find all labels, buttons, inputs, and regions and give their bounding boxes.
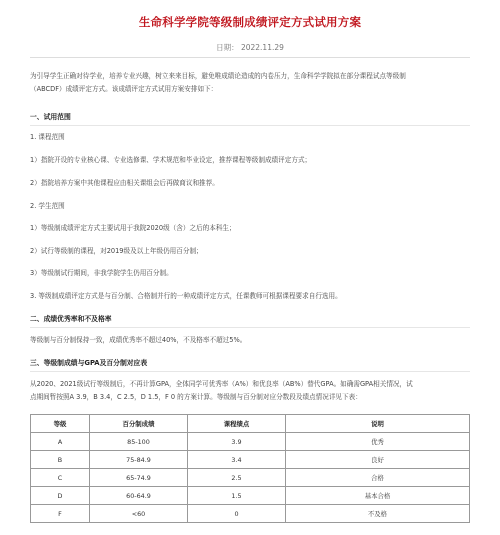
- student-scope-item-2: 2）试行等级制的课程，对2019级及以上年级仍用百分制；: [30, 247, 203, 255]
- table-cell: C: [31, 469, 90, 487]
- table-header-cell: 等级: [31, 415, 90, 433]
- table-row: [31, 487, 470, 505]
- course-scope-item-2: 2）指院培养方案中其他课程应由相关课组会后再做商议和推荐。: [30, 179, 219, 187]
- intro-paragraph-line1: 为引导学生正确对待学业，培养专业兴趣，树立来来目标，避免唯成绩论造成的内卷压力，生命科学学院拟在部分课程试点等级制: [30, 72, 406, 80]
- grade-table: [30, 414, 470, 523]
- table-cell: B: [31, 451, 90, 469]
- table-header-row: [31, 415, 470, 433]
- subheading-course-scope: 1. 课程范围: [30, 133, 65, 141]
- title-divider: [30, 57, 470, 58]
- section-heading-scope: 一、试用范围: [30, 113, 71, 121]
- table-cell: 合格: [286, 469, 470, 487]
- table-cell: 60-64.9: [90, 487, 188, 505]
- table-cell: 85-100: [90, 433, 188, 451]
- table-cell: A: [31, 433, 90, 451]
- scope-note: 3. 等级制成绩评定方式是与百分制、合格制并行的一种成绩评定方式，任课教师可根据课程要求自行选用。: [30, 292, 342, 300]
- table-cell: D: [31, 487, 90, 505]
- section-divider: [30, 125, 470, 126]
- table-row: [31, 433, 470, 451]
- section-divider: [30, 327, 470, 328]
- table-header-cell: 课程绩点: [188, 415, 286, 433]
- table-cell: 3.9: [188, 433, 286, 451]
- table-intro-line1: 从2020、2021级试行等级制后，不再计算GPA，全体同学可优秀率（A%）和优良率（AB%）替代GPA。如确需GPA相关情况，试: [30, 380, 413, 388]
- table-header-cell: 百分制成绩: [90, 415, 188, 433]
- section-heading-rates: 二、成绩优秀率和不及格率: [30, 315, 112, 323]
- table-row: [31, 469, 470, 487]
- section-heading-table: 三、等级制成绩与GPA及百分制对应表: [30, 359, 148, 367]
- table-cell: 0: [188, 505, 286, 523]
- document-date: 日期： 2022.11.29: [216, 43, 284, 52]
- table-cell: 优秀: [286, 433, 470, 451]
- table-cell: <60: [90, 505, 188, 523]
- table-cell: 不及格: [286, 505, 470, 523]
- table-cell: 3.4: [188, 451, 286, 469]
- rates-paragraph: 等级制与百分制保持一致，成绩优秀率不超过40%，不及格率不超过5%。: [30, 336, 247, 344]
- table-cell: 75-84.9: [90, 451, 188, 469]
- section-divider: [30, 371, 470, 372]
- document-title: 生命科学学院等级制成绩评定方式试用方案: [138, 15, 362, 29]
- table-cell: 基本合格: [286, 487, 470, 505]
- table-row: [31, 505, 470, 523]
- course-scope-item-1: 1）指院开设的专业核心课、专业选修课、学术规范和毕业设定，推荐课程等级制成绩评定方式；: [30, 156, 312, 164]
- table-intro-line2: 点期间暂按照A 3.9，B 3.4，C 2.5，D 1.5，F 0 的方案计算。等级制与百分制对应分数段及绩点情况详见下表：: [30, 393, 362, 401]
- table-cell: 2.5: [188, 469, 286, 487]
- student-scope-item-1: 1）等级制成绩评定方式主要试用于我院2020级（含）之后的本科生；: [30, 224, 236, 232]
- table-cell: F: [31, 505, 90, 523]
- table-cell: 良好: [286, 451, 470, 469]
- table-row: [31, 451, 470, 469]
- intro-paragraph-line2: （ABCDF）成绩评定方式。该成绩评定方式试用方案安排如下：: [30, 85, 218, 93]
- table-cell: 65-74.9: [90, 469, 188, 487]
- student-scope-item-3: 3）等级制试行期间，非我学院学生仍用百分制。: [30, 269, 173, 277]
- table-cell: 1.5: [188, 487, 286, 505]
- table-header-cell: 说明: [286, 415, 470, 433]
- subheading-student-scope: 2. 学生范围: [30, 202, 65, 210]
